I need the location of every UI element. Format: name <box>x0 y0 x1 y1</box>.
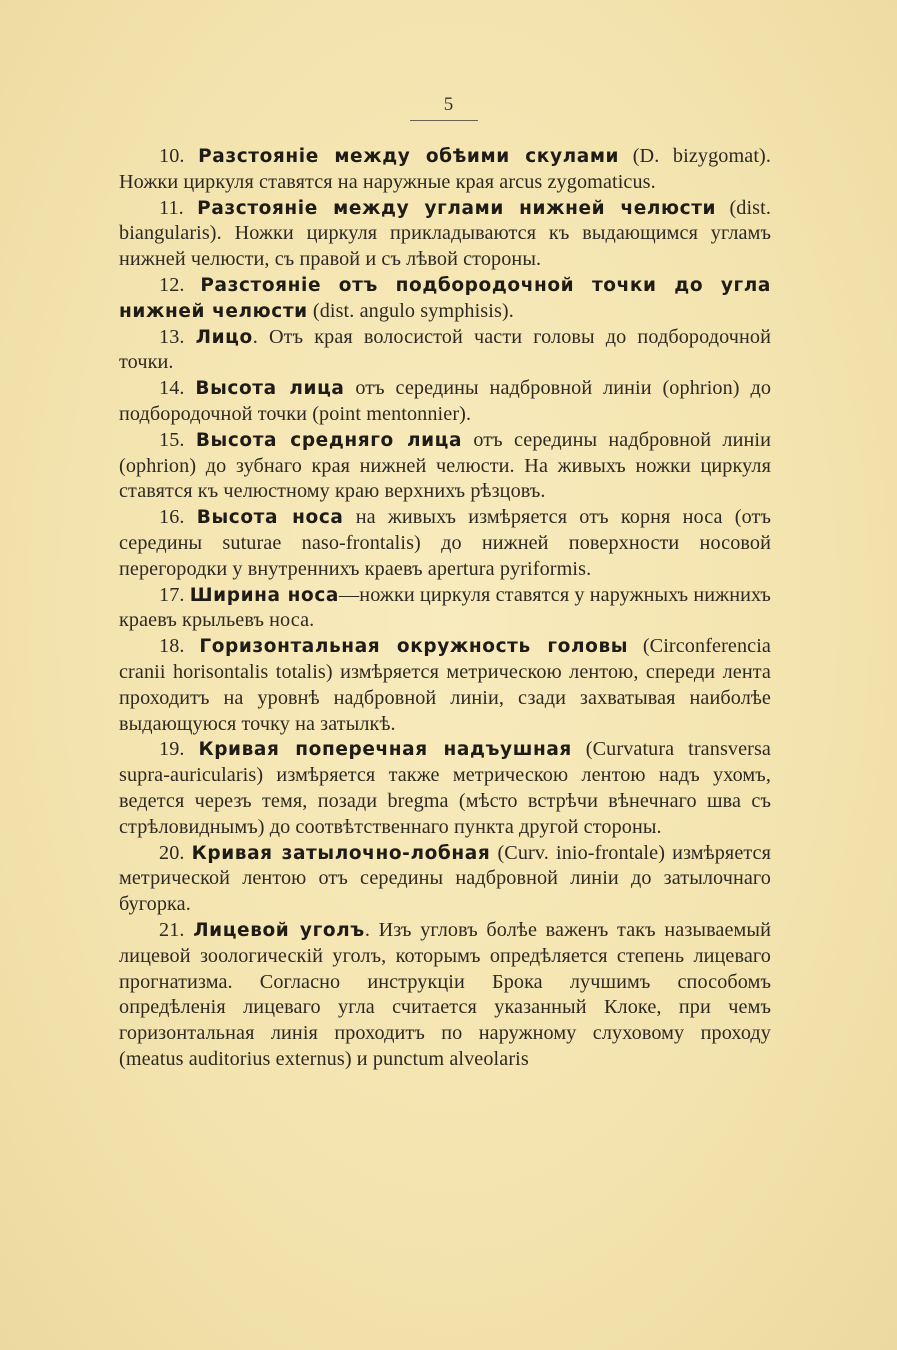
entry-text: . Отъ края волосистой части головы до подбородочной точки. <box>119 325 771 374</box>
entry-18 <box>119 634 771 737</box>
entry-20 <box>119 841 771 918</box>
entry-number: 15. <box>159 428 185 451</box>
entry-19 <box>119 737 771 840</box>
entry-11 <box>119 196 771 273</box>
entry-text: (dist. biangularis). Ножки циркуля прикладываются къ выдающимся угламъ нижней челюсти, съ правой и съ лѣвой стороны. <box>119 196 771 271</box>
entry-17 <box>119 583 771 635</box>
entry-text: . Изъ угловъ болѣе важенъ такъ называемый лицевой зоологическiй уголъ, которымъ опредѣляется степень лицеваго прогнатизма. Согласно инструкцiи Брока лучшимъ способомъ опредѣленiя лицеваго угла считается указанный Клоке, при чемъ горизонтальная линiя проходитъ по наружному слуховому проходу (meatus auditorius externus) и punctum alveolaris <box>119 918 771 1070</box>
entry-number: 21. <box>159 918 185 941</box>
entry-16 <box>119 505 771 582</box>
entry-number: 11. <box>159 196 184 219</box>
entry-15 <box>119 428 771 505</box>
entry-term: Высота лица <box>195 378 345 400</box>
entry-term: Разстоянiе между углами нижней челюсти <box>197 197 717 219</box>
entry-number: 10. <box>159 145 185 167</box>
entry-term: Кривая поперечная надъушная <box>198 739 572 761</box>
entry-21 <box>119 918 771 1073</box>
entry-12 <box>119 273 771 325</box>
entry-text: (Circonferencia cranii horisontalis totalis) измѣряется метрическою лентою, спереди лента проходитъ на уровнѣ надбровной линiи, сзади захватывая наиболѣе выдающуюся точку на затылкѣ. <box>119 635 771 735</box>
entry-number: 19. <box>159 738 185 761</box>
entry-term: Горизонтальная окружность головы <box>199 636 629 658</box>
entry-10 <box>119 144 771 196</box>
entry-number: 13. <box>159 325 185 348</box>
entry-number: 18. <box>159 635 185 658</box>
entry-number: 14. <box>159 377 185 400</box>
page-number-rule <box>410 120 478 121</box>
entry-number: 12. <box>159 273 185 296</box>
entry-text: (dist. angulo symphisis). <box>307 299 514 322</box>
entry-13 <box>119 325 771 377</box>
entry-term: Кривая затылочно-лобная <box>191 842 491 864</box>
entry-text: (D. bizygomat). Ножки циркуля ставятся на наружные края arcus zygomaticus. <box>119 145 771 193</box>
entry-term: Высота средняго лица <box>195 429 463 451</box>
entry-text: —ножки циркуля ставятся у наружныхъ нижнихъ краевъ крыльевъ носа. <box>119 583 771 632</box>
entry-text: отъ середины надбровной линiи (ophrion) до подбородочной точки (point mentonnier). <box>119 377 772 425</box>
entry-text: (Curvatura transversa supra-auricularis) измѣряется также метрическою лентою надъ ухомъ, ведется черезъ темя, позади bregma (мѣсто встрѣчи вѣнечнаго шва съ стрѣловиднымъ) до соотвѣтственнаго пункта другой стороны. <box>119 738 771 838</box>
page-body <box>119 144 771 1073</box>
entry-number: 20. <box>159 841 185 864</box>
entry-term: Разстоянiе отъ подбородочной точки до угла нижней челюсти <box>119 274 771 322</box>
entry-14 <box>119 376 771 428</box>
entry-text: отъ середины надбровной линiи (ophrion) до зубнаго края нижней челюсти. На живыхъ ножки циркуля ставятся къ челюстному краю верхнихъ рѣзцовъ. <box>119 428 771 503</box>
page-number: 5 <box>443 94 454 115</box>
entry-number: 17. <box>159 583 185 606</box>
entry-number: 16. <box>159 506 185 529</box>
entry-term: Разстоянiе между обѣими скулами <box>198 146 620 167</box>
entry-term: Высота носа <box>196 507 344 529</box>
entry-text: (Curv. inio-frontale) измѣряется метрической лентою отъ середины надбровной линiи до затылочнаго бугорка. <box>119 841 771 916</box>
entry-term: Ширина носа <box>189 584 340 606</box>
entry-text: на живыхъ измѣряется отъ корня носа (отъ середины suturae naso-frontalis) до нижней поверхности носовой перегородки у внутреннихъ краевъ apertura pyriformis. <box>119 506 771 580</box>
entry-term: Лицевой уголъ <box>193 919 365 941</box>
entry-term: Лицо <box>195 326 253 348</box>
